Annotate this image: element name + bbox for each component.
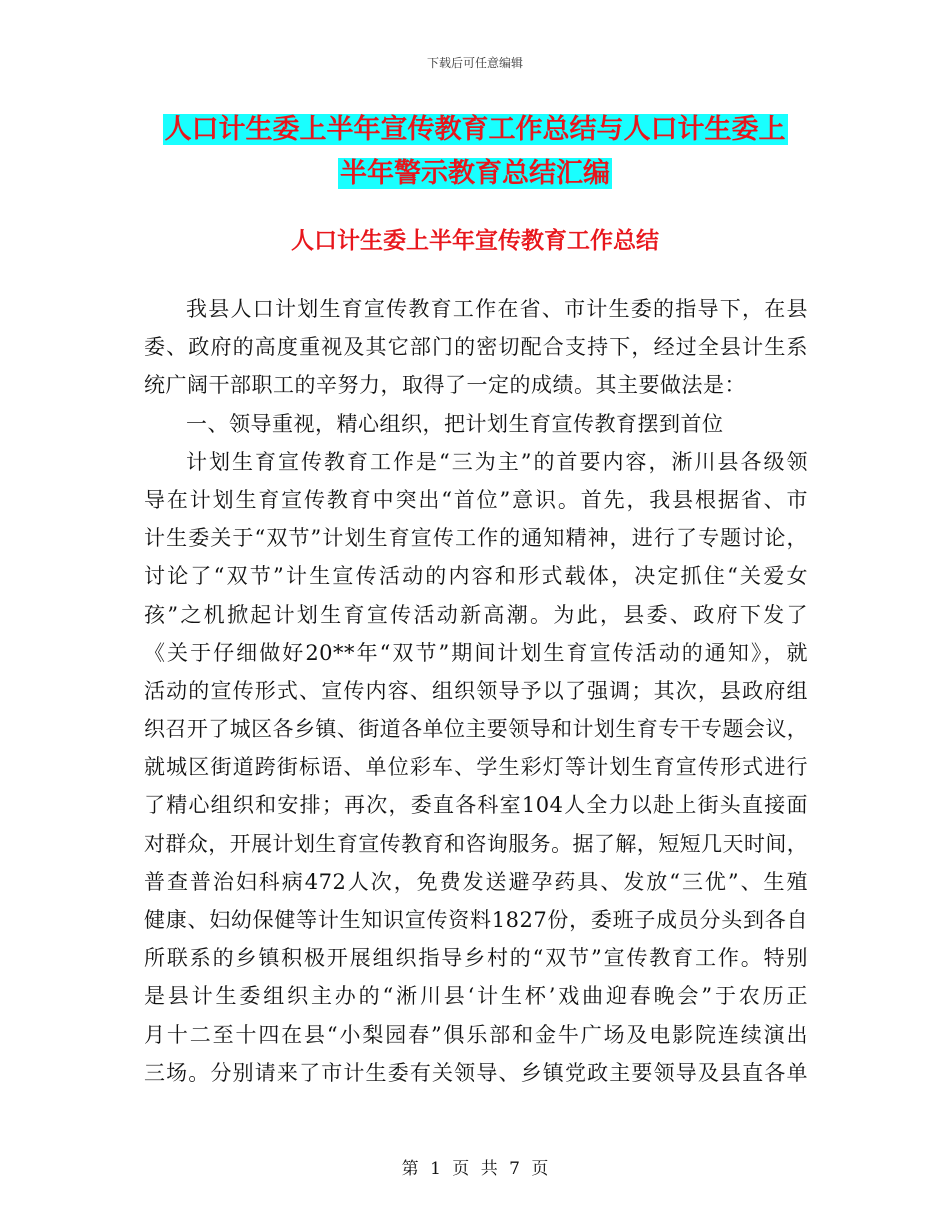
body-line: 活动的宣传形式、宣传内容、组织领导予以了强调；其次，县政府组 <box>144 678 808 703</box>
body-line: 月十二至十四在县“小梨园春”俱乐部和金牛广场及电影院连续演出 <box>144 1022 808 1047</box>
body-line: 导在计划生育宣传教育中突出“首位”意识。首先，我县根据省、市 <box>144 487 808 512</box>
body-line: 计划生育宣传教育工作是“三为主”的首要内容，淅川县各级领 <box>186 449 808 474</box>
body-line: 了精心组织和安排；再次，委直各科室104人全力以赴上街头直接面 <box>144 793 808 818</box>
body-line: 对群众，开展计划生育宣传教育和咨询服务。据了解，短短几天时间， <box>144 831 808 856</box>
body-line: 健康、妇幼保健等计生知识宣传资料1827份，委班子成员分头到各自 <box>144 908 808 932</box>
body-line: 织召开了城区各乡镇、街道各单位主要领导和计划生育专干专题会议， <box>144 717 808 742</box>
body-line: 就城区街道跨街标语、单位彩车、学生彩灯等计划生育宣传形式进行 <box>144 755 808 780</box>
body-line: 所联系的乡镇积极开展组织指导乡村的“双节”宣传教育工作。特别 <box>144 946 808 971</box>
document-title-line-2-text: 半年警示教育总结汇编 <box>340 158 610 189</box>
body-line: 委、政府的高度重视及其它部门的密切配合支持下，经过全县计生系 <box>144 335 808 360</box>
page-number: 第 1 页 共 7 页 <box>401 1159 549 1179</box>
body-line: 普查普治妇科病472人次，免费发送避孕药具、发放“三优”、生殖 <box>144 869 808 894</box>
body-line: 一、领导重视，精心组织，把计划生育宣传教育摆到首位 <box>186 411 724 436</box>
section-title: 人口计生委上半年宣传教育工作总结 <box>291 228 659 254</box>
body-line: 统广阔干部职工的辛努力，取得了一定的成绩。其主要做法是： <box>144 373 746 398</box>
body-line: 计生委关于“双节”计划生育宣传工作的通知精神，进行了专题讨论， <box>144 526 808 551</box>
body-text <box>144 290 808 1092</box>
body-line: 孩”之机掀起计划生育宣传活动新高潮。为此，县委、政府下发了 <box>144 602 808 627</box>
body-line: 我县人口计划生育宣传教育工作在省、市计生委的指导下，在县 <box>186 297 808 321</box>
body-line: 《关于仔细做好20**年“双节”期间计划生育宣传活动的通知》，就 <box>144 640 808 665</box>
document-title-line-2 <box>0 154 950 194</box>
body-line: 讨论了“双节”计生宣传活动的内容和形式载体，决定抓住“关爱女 <box>144 564 808 589</box>
body-line: 是县计生委组织主办的“淅川县‘计生杯’戏曲迎春晚会”于农历正 <box>144 984 808 1009</box>
document-title-line-1-text: 人口计生委上半年宣传教育工作总结与人口计生委上 <box>164 114 786 145</box>
download-note: 下载后可任意编辑 <box>426 56 523 70</box>
document-title-line-1 <box>0 110 950 150</box>
body-line: 三场。分别请来了市计生委有关领导、乡镇党政主要领导及县直各单 <box>144 1060 808 1085</box>
